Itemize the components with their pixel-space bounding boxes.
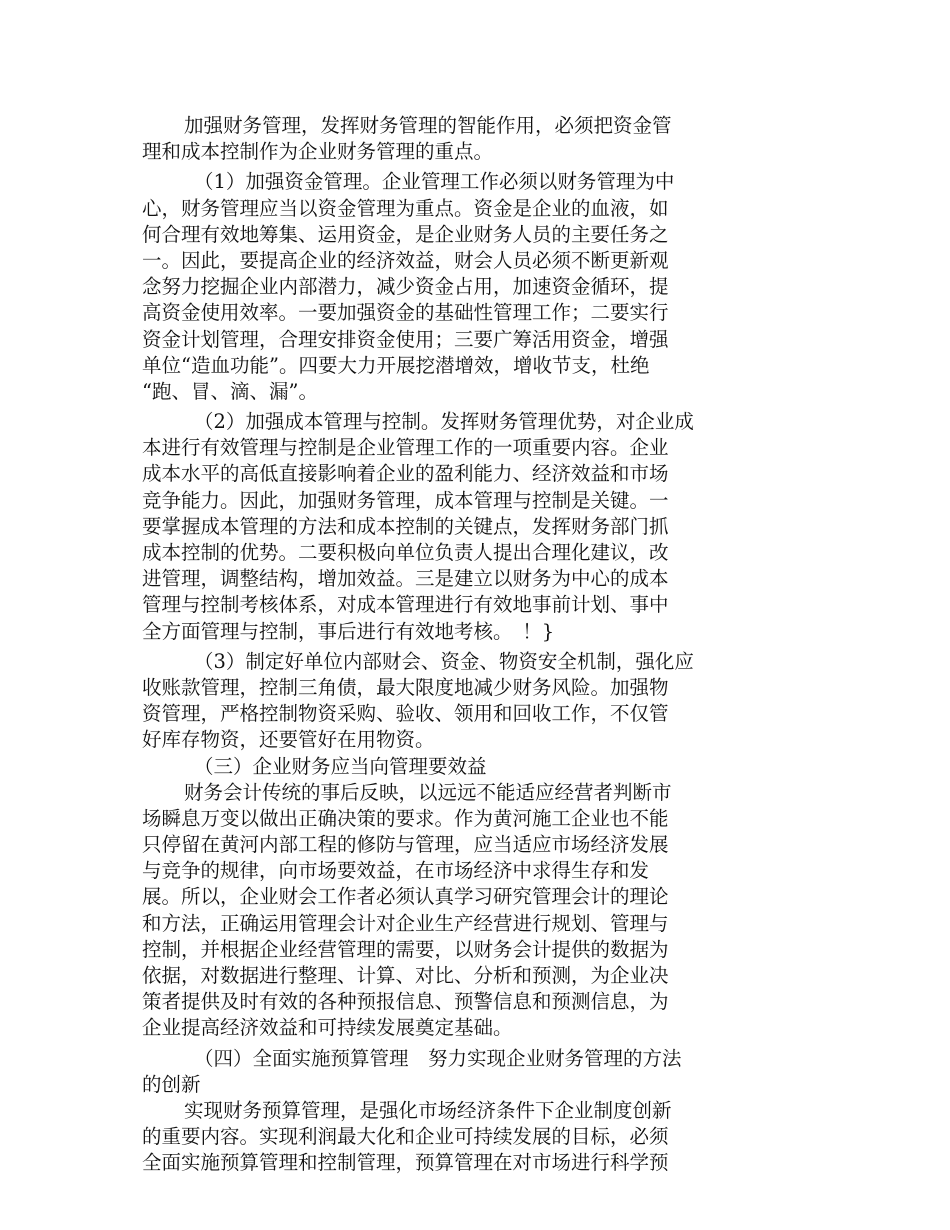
text-line: 何合理有效地筹集、运用资金，是企业财务人员的主要任务之 <box>142 222 669 246</box>
text-line: 加强财务管理，发挥财务管理的智能作用，必须把资金管 <box>184 114 672 137</box>
text-line: 心，财务管理应当以资金管理为重点。资金是企业的血液，如 <box>142 196 669 220</box>
text-line: 的重要内容。实现利润最大化和企业可持续发展的目标，必须 <box>142 1125 669 1149</box>
text-line: （3）制定好单位内部财会、资金、物资安全机制，强化应 <box>194 649 694 673</box>
text-line: 控制，并根据企业经营管理的需要，以财务会计提供的数据为 <box>142 937 669 961</box>
text-line: 好库存物资，还要管好在用物资。 <box>142 728 435 752</box>
text-line: 单位“造血功能”。四要大力开展挖潜增效，增收节支，杜绝 <box>142 353 650 377</box>
text-line: 资管理，严格控制物资采购、验收、领用和回收工作，不仅管 <box>142 702 669 726</box>
text-line: 实现财务预算管理，是强化市场经济条件下企业制度创新 <box>184 1098 672 1122</box>
text-line: 依据，对数据进行整理、计算、对比、分析和预测，为企业决 <box>142 964 669 987</box>
text-line: 高资金使用效率。一要加强资金的基础性管理工作；二要实行 <box>142 301 669 325</box>
text-line: “跑、冒、滴、漏”。 <box>142 379 318 403</box>
text-line: （1）加强资金管理。企业管理工作必须以财务管理为中 <box>194 170 675 194</box>
text-line: 一。因此，要提高企业的经济效益，财会人员必须不断更新观 <box>142 248 669 272</box>
text-line: 策者提供及时有效的各种预报信息、预警信息和预测信息，为 <box>142 990 669 1014</box>
text-line: 场瞬息万变以做出正确决策的要求。作为黄河施工企业也不能 <box>142 806 669 830</box>
text-line: 理和成本控制作为企业财务管理的重点。 <box>142 140 494 164</box>
text-line: （2）加强成本管理与控制。发挥财务管理优势，对企业成 <box>194 410 694 434</box>
text-line: 要掌握成本管理的方法和成本控制的关键点，发挥财务部门抓 <box>142 514 669 538</box>
text-line: 全面实施预算管理和控制管理，预算管理在对市场进行科学预 <box>142 1151 669 1175</box>
section-heading: （四）全面实施预算管理 努力实现企业财务管理的方法 <box>194 1046 682 1070</box>
text-line: 本进行有效管理与控制是企业管理工作的一项重要内容。企业 <box>142 436 669 460</box>
document-body <box>142 113 762 1177</box>
text-line: 进管理，调整结构，增加效益。三是建立以财务为中心的成本 <box>142 567 669 591</box>
text-line: 财务会计传统的事后反映，以远远不能适应经营者判断市 <box>184 780 672 804</box>
text-line: 和方法，正确运用管理会计对企业生产经营进行规划、管理与 <box>142 911 669 935</box>
text-line: 只停留在黄河内部工程的修防与管理，应当适应市场经济发展 <box>142 833 669 857</box>
text-line: 企业提高经济效益和可持续发展奠定基础。 <box>142 1016 513 1040</box>
text-line: 管理与控制考核体系，对成本管理进行有效地事前计划、事中 <box>142 593 669 617</box>
text-line: 成本控制的优势。二要积极向单位负责人提出合理化建议，改 <box>142 541 669 564</box>
text-line: 竞争能力。因此，加强财务管理，成本管理与控制是关键。一 <box>142 488 669 512</box>
section-heading-continued: 的创新 <box>142 1072 201 1096</box>
text-line: 全方面管理与控制，事后进行有效地考核。 ！} <box>142 619 555 643</box>
text-line: 资金计划管理，合理安排资金使用；三要广筹活用资金，增强 <box>142 327 669 351</box>
text-line: 念努力挖掘企业内部潜力，减少资金占用，加速资金循环，提 <box>142 275 669 299</box>
text-line: 展。所以，企业财会工作者必须认真学习研究管理会计的理论 <box>142 885 669 909</box>
section-heading: （三）企业财务应当向管理要效益 <box>194 754 487 778</box>
text-line: 成本水平的高低直接影响着企业的盈利能力、经济效益和市场 <box>142 462 669 486</box>
text-line: 收账款管理，控制三角债，最大限度地减少财务风险。加强物 <box>142 675 669 699</box>
text-line: 与竞争的规律，向市场要效益，在市场经济中求得生存和发 <box>142 859 650 883</box>
